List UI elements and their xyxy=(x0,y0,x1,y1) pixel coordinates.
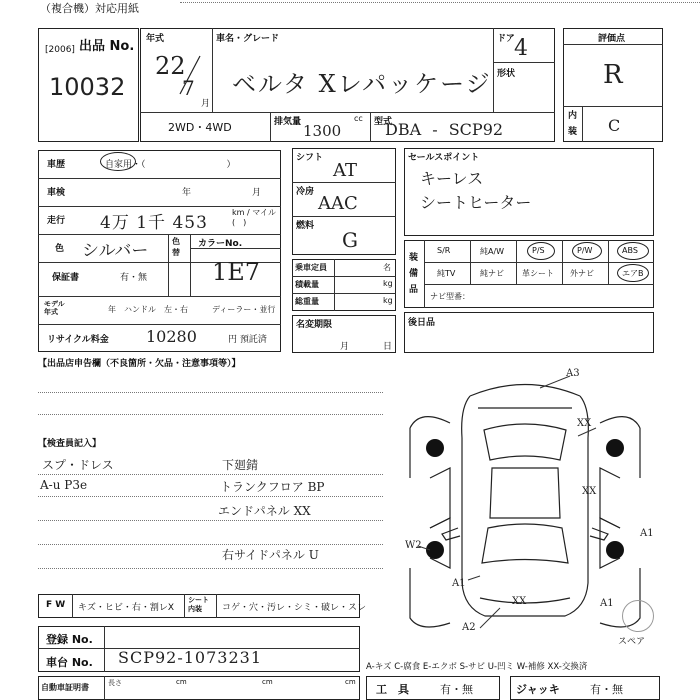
inspection-year-unit: 年 xyxy=(182,188,192,198)
spare-label: スペア xyxy=(618,637,646,647)
cm-unit-2: cm xyxy=(262,678,273,686)
equip-ext-navi: 外ナビ xyxy=(570,269,594,278)
lot-number-value: 10032 xyxy=(49,73,126,101)
mark-xx-right: XX xyxy=(582,486,597,497)
equip-airbag: エアB xyxy=(622,269,644,278)
fuel-value: G xyxy=(342,228,358,252)
tools-value: 有・無 xyxy=(440,683,473,696)
grade-label: 評価点 xyxy=(598,34,626,44)
mileage-unit: km / マイル( ) xyxy=(232,208,277,227)
warranty-value: 有・無 xyxy=(120,273,148,283)
lot-number-box xyxy=(38,28,139,142)
door-value: 4 xyxy=(514,36,528,61)
recycle-value: 10280 xyxy=(146,327,197,346)
interior-label-2: 装 xyxy=(568,127,578,137)
model-value: DBA - SCP92 xyxy=(385,120,504,139)
spare-tire-icon xyxy=(622,600,654,632)
dealer-label: ディーラー・並行 xyxy=(212,305,276,314)
fuel-label: 燃料 xyxy=(296,221,315,231)
sales-point-label: セールスポイント xyxy=(408,153,480,163)
car-diagram xyxy=(400,368,660,638)
seat-interior-items: コゲ・穴・汚レ・シミ・破レ・スレ xyxy=(222,603,367,613)
displacement-label: 排気量 xyxy=(274,117,302,127)
displacement-value: 1300 xyxy=(303,122,342,140)
lot-year-tag: [2006] xyxy=(45,45,75,55)
gross-label: 総重量 xyxy=(295,297,319,306)
jack-value: 有・無 xyxy=(590,683,623,696)
color-no-label: カラーNo. xyxy=(198,239,243,249)
handle-label: ハンドル 左・右 xyxy=(124,305,188,314)
color-value: シルバー xyxy=(82,241,149,261)
equip-abs-circle xyxy=(617,242,649,260)
equipment-label: 装備品 xyxy=(409,253,419,295)
sales-point-line2: シートヒーター xyxy=(420,193,532,212)
equip-pw-circle xyxy=(572,242,602,260)
month-value: 7 xyxy=(182,76,195,100)
tools-label: 工 具 xyxy=(376,683,409,696)
certificate-label: 自動車証明書 xyxy=(41,683,89,692)
color-no-value: 1E7 xyxy=(212,258,261,286)
inspector-note-left1: スプ・ドレス xyxy=(42,458,114,472)
car-history-value: 自家用・（ ） xyxy=(105,160,236,170)
load-label: 積載量 xyxy=(295,280,319,289)
cm-unit-1: cm xyxy=(176,678,187,686)
mark-a1-right: A1 xyxy=(640,528,654,539)
car-history-label: 車歴 xyxy=(47,160,66,170)
lot-number-label: 出品 No. xyxy=(79,39,135,54)
private-use-circle xyxy=(100,152,136,171)
inspector-note-right2: トランクフロア BP xyxy=(220,480,325,494)
seat-interior-label: シート内装 xyxy=(188,596,209,613)
inspector-label: 【検査員記入】 xyxy=(38,439,102,449)
chassis-label: 車台 No. xyxy=(46,656,93,669)
fw-label: F W xyxy=(46,600,66,610)
equip-sr: S/R xyxy=(437,246,451,255)
interior-value: C xyxy=(608,116,621,135)
color-label: 色 xyxy=(55,244,65,254)
recycle-label: リサイクル料金 xyxy=(47,335,109,345)
shift-label: シフト xyxy=(296,153,324,163)
sales-point-line1: キーレス xyxy=(420,169,484,188)
ac-label: 冷房 xyxy=(296,187,315,197)
mark-a1-left: A1 xyxy=(452,578,466,589)
name-change-label: 名変期限 xyxy=(296,320,333,330)
model-year-unit: 年 xyxy=(108,305,116,314)
name-change-day: 日 xyxy=(383,342,393,352)
mileage-value: 4万 1千 453 xyxy=(100,213,208,233)
equip-tv: 純TV xyxy=(437,269,456,278)
drive-label: 2WD・4WD xyxy=(168,121,232,134)
cm-unit-3: cm xyxy=(345,678,356,686)
certificate-length-label: 長さ xyxy=(108,679,122,687)
equip-pw: P/W xyxy=(577,246,593,255)
shape-label: 形状 xyxy=(497,69,516,79)
gross-unit: kg xyxy=(383,296,393,305)
color-change-label: 色替 xyxy=(172,237,180,257)
vehicle-name-label: 車名・グレード xyxy=(216,34,280,44)
form-header-title: （複合機）対応用紙 xyxy=(40,2,139,15)
delivery-later-box xyxy=(404,312,654,353)
month-suffix: 月 xyxy=(201,99,211,109)
door-label: ドア xyxy=(497,34,515,44)
inspection-label: 車検 xyxy=(47,188,66,198)
inspector-note-right1: 下廻錆 xyxy=(222,458,259,472)
grade-value: R xyxy=(603,60,623,90)
equip-ps-circle xyxy=(527,242,555,260)
vehicle-name-value: ベルタ Xレパッケージ xyxy=(232,70,492,98)
model-year-label: モデル年式 xyxy=(44,300,65,316)
ac-value: AAC xyxy=(318,193,358,214)
year-label: 年式 xyxy=(146,34,165,44)
registration-label: 登録 No. xyxy=(46,633,93,646)
mark-a2: A2 xyxy=(462,622,476,633)
year-value: 22 xyxy=(155,52,186,80)
equip-abs: ABS xyxy=(622,246,638,255)
header-dotted-line xyxy=(180,2,700,3)
shift-value: AT xyxy=(333,160,358,181)
fw-items: キズ・ヒビ・右・割レX xyxy=(78,603,174,613)
name-change-month: 月 xyxy=(340,342,350,352)
equip-airbag-circle xyxy=(617,264,649,282)
inspector-note-right4: 右サイドパネル U xyxy=(222,548,319,562)
jack-label: ジャッキ xyxy=(516,683,560,696)
displacement-unit: cc xyxy=(354,114,363,123)
interior-label-1: 内 xyxy=(568,111,578,121)
mark-xx-bottom: XX xyxy=(512,596,527,607)
recycle-unit: 円 預託済 xyxy=(228,335,267,345)
delivery-later-label: 後日品 xyxy=(408,318,436,328)
warranty-label: 保証書 xyxy=(52,273,80,283)
mark-a3: A3 xyxy=(566,368,580,379)
equip-leather-seat: 革シート xyxy=(522,269,554,278)
dealer-notes-label: 【出品店申告欄（不良箇所・欠品・注意事項等）】 xyxy=(38,359,241,369)
inspector-note-right3: エンドパネル XX xyxy=(218,504,311,518)
chassis-value: SCP92-1073231 xyxy=(118,648,262,667)
mark-xx-top: XX xyxy=(577,418,592,429)
damage-legend: A-キズ C-腐食 E-エクボ S-サビ U-凹ミ W-補修 XX-交換済 xyxy=(366,662,588,672)
mark-a1-bottom: A1 xyxy=(600,598,614,609)
year-slash xyxy=(170,50,210,100)
mileage-label: 走行 xyxy=(47,216,66,226)
equip-ps: P/S xyxy=(532,246,545,255)
history-box xyxy=(38,150,281,352)
navi-model-label: ナビ型番： xyxy=(430,292,470,301)
inspector-note-left2: A-u P3e xyxy=(40,478,88,492)
inspection-month-unit: 月 xyxy=(252,188,262,198)
load-unit: kg xyxy=(383,279,393,288)
equip-alloy-wheel: 純A/W xyxy=(480,247,505,256)
capacity-label: 乗車定員 xyxy=(295,263,327,272)
equip-navi: 純ナビ xyxy=(480,269,504,278)
mark-w2: W2 xyxy=(405,540,422,551)
capacity-unit: 名 xyxy=(383,263,391,272)
model-label: 型式 xyxy=(374,117,393,127)
